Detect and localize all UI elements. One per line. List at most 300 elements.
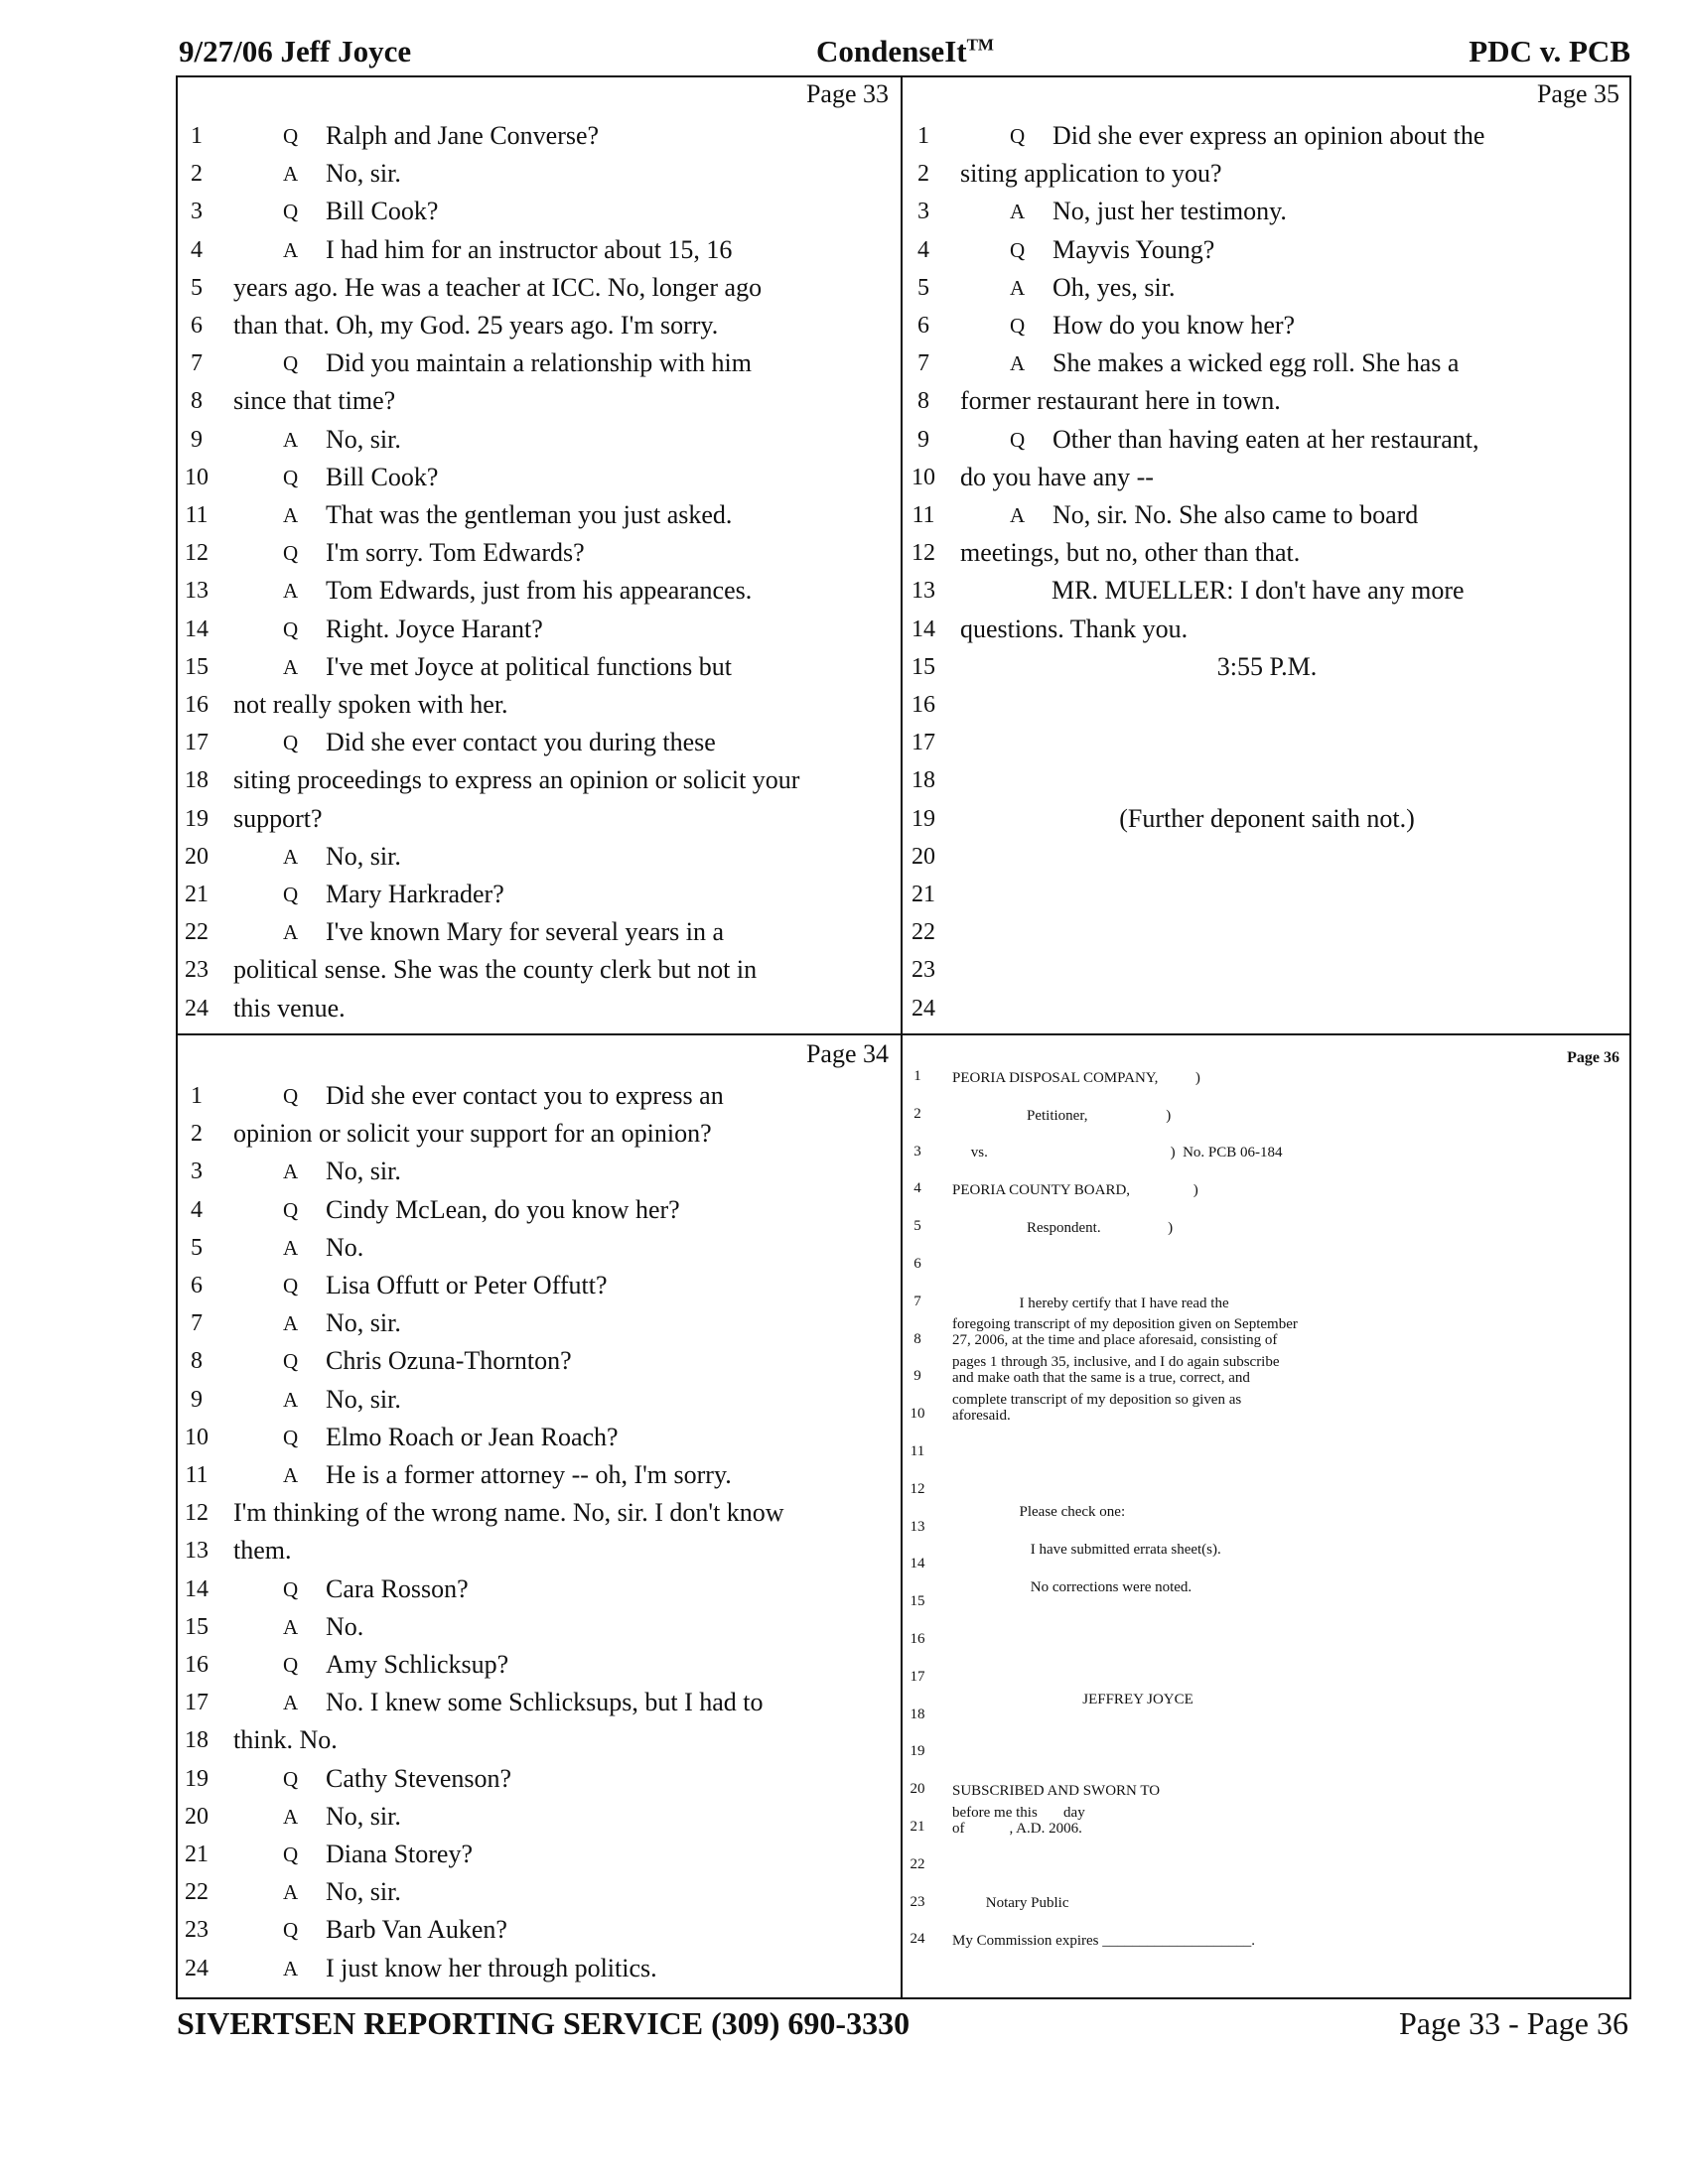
line-text: siting application to you? (960, 159, 1222, 189)
line-text: Right. Joyce Harant? (326, 614, 543, 643)
line-text: Amy Schlicksup? (326, 1650, 509, 1679)
transcript-line (176, 686, 901, 724)
line-number: 2 (191, 161, 203, 188)
line-number: 24 (185, 1955, 209, 1981)
line-number: 11 (910, 1443, 925, 1459)
line-number: 19 (912, 805, 935, 832)
line-text: opinion or solicit your support for an opinion? (233, 1119, 712, 1149)
line-text: before me this day of , A.D. 2006. (952, 1804, 1085, 1837)
transcript-line (176, 1304, 901, 1342)
line-text: How do you know her? (1052, 311, 1296, 340)
transcript-line (903, 155, 1631, 193)
line-number: 2 (917, 161, 929, 188)
line-number: 1 (191, 123, 203, 149)
line-text: Petitioner, ) (952, 1107, 1172, 1124)
line-number: 6 (917, 313, 929, 339)
question-marker: Q (283, 1766, 299, 1791)
line-number: 23 (910, 1893, 925, 1910)
transcript-line (176, 1684, 901, 1721)
line-text: Did she ever contact you to express an (326, 1081, 724, 1110)
line-text: No, sir. (326, 1801, 401, 1831)
transcript-line (903, 1921, 1631, 1959)
header-title-text: CondenseIt (816, 34, 967, 68)
transcript-line (176, 1229, 901, 1267)
transcript-line (903, 724, 1631, 761)
answer-marker: A (283, 1804, 299, 1829)
line-number: 16 (910, 1631, 925, 1647)
line-number: 7 (191, 1310, 203, 1337)
transcript-line (176, 572, 901, 610)
line-text: than that. Oh, my God. 25 years ago. I'm sorry. (233, 311, 719, 340)
line-number: 17 (912, 730, 935, 756)
transcript-line (176, 1267, 901, 1304)
transcript-line (903, 838, 1631, 876)
line-number: 9 (191, 1386, 203, 1413)
question-marker: Q (1010, 237, 1026, 262)
line-number: 7 (913, 1293, 921, 1309)
transcript-line (903, 800, 1631, 838)
transcript-line (176, 193, 901, 230)
line-number: 15 (910, 1593, 925, 1610)
answer-marker: A (283, 1880, 299, 1905)
line-text: Diana Storey? (326, 1840, 474, 1868)
question-marker: Q (283, 883, 299, 906)
transcript-line (176, 1532, 901, 1570)
line-number: 3 (917, 199, 929, 225)
line-number: 15 (185, 653, 209, 680)
line-number: 13 (185, 578, 209, 605)
line-number: 20 (185, 1803, 209, 1830)
line-text: Please check one: (1019, 1504, 1126, 1521)
line-text: Ralph and Jane Converse? (326, 121, 600, 150)
line-text: I'm thinking of the wrong name. No, sir. I don't know (233, 1498, 784, 1528)
line-text: I've known Mary for several years in a (326, 917, 725, 947)
line-text: JEFFREY JOYCE (1082, 1692, 1193, 1708)
transcript-line (176, 421, 901, 459)
line-number: 5 (917, 274, 929, 301)
transcript-line (176, 1342, 901, 1380)
transcript-line (903, 269, 1631, 307)
line-text: No, sir. (326, 1877, 401, 1907)
line-text: No corrections were noted. (1030, 1578, 1193, 1595)
line-number: 12 (910, 1480, 925, 1497)
transcript-line (176, 800, 901, 838)
line-number: 9 (913, 1368, 921, 1385)
question-marker: Q (283, 1349, 299, 1374)
header-title (816, 34, 994, 69)
line-text: foregoing transcript of my deposition given on September 27, 2006, at the time and place aforesaid, consisting of (952, 1316, 1298, 1349)
transcript-line (903, 1733, 1631, 1771)
transcript-line (176, 307, 901, 344)
header-deponent: 9/27/06 Jeff Joyce (179, 34, 412, 68)
transcript-line (903, 1096, 1631, 1134)
transcript-line (903, 534, 1631, 572)
page-35 (903, 75, 1631, 1033)
line-number: 13 (185, 1538, 209, 1565)
question-marker: Q (283, 1576, 299, 1601)
line-number: 17 (185, 730, 209, 756)
line-number: 17 (910, 1668, 925, 1685)
trademark-mark: TM (966, 35, 994, 55)
answer-marker: A (283, 1614, 299, 1639)
transcript-line (176, 1077, 901, 1115)
transcript-line (176, 1950, 901, 1987)
line-number: 8 (191, 1348, 203, 1375)
line-number: 11 (912, 502, 935, 528)
transcript-line (176, 1798, 901, 1836)
line-number: 21 (912, 882, 935, 907)
line-text: No. I knew some Schlicksups, but I had to (326, 1688, 764, 1717)
line-text: siting proceedings to express an opinion or solicit your (233, 765, 800, 795)
line-number: 16 (185, 692, 209, 718)
answer-marker: A (283, 237, 299, 262)
line-text: pages 1 through 35, inclusive, and I do again subscribe and make oath that the same is a true, correct, and (952, 1354, 1280, 1387)
line-number: 4 (191, 236, 203, 263)
line-number: 23 (912, 957, 935, 984)
transcript-line (176, 1153, 901, 1190)
line-number: 21 (185, 1842, 209, 1867)
line-number: 10 (910, 1406, 925, 1423)
line-text: Lisa Offutt or Peter Offutt? (326, 1271, 608, 1299)
transcript-line (176, 1911, 901, 1949)
transcript-line (903, 1804, 1631, 1846)
transcript-line (903, 761, 1631, 799)
question-marker: Q (1010, 124, 1026, 148)
line-number: 11 (185, 1462, 209, 1488)
line-text: questions. Thank you. (960, 614, 1189, 643)
transcript-line (176, 382, 901, 420)
line-text: MR. MUELLER: I don't have any more (1052, 576, 1465, 606)
line-number: 5 (191, 274, 203, 301)
answer-marker: A (283, 1956, 299, 1980)
line-text: No, sir. (326, 424, 401, 454)
answer-marker: A (283, 579, 299, 604)
line-number: 7 (917, 350, 929, 377)
answer-marker: A (283, 1311, 299, 1336)
line-number: 8 (917, 388, 929, 415)
transcript-line (176, 231, 901, 269)
transcript-line (176, 1760, 901, 1798)
line-number: 22 (912, 919, 935, 946)
line-number: 6 (191, 1273, 203, 1298)
transcript-line (903, 1771, 1631, 1809)
line-number: 13 (912, 578, 935, 605)
line-number: 1 (917, 123, 929, 149)
line-text: No, sir. (326, 841, 401, 871)
line-number: 4 (913, 1180, 921, 1197)
line-text: since that time? (233, 386, 396, 416)
line-number: 19 (910, 1743, 925, 1760)
answer-marker: A (283, 1463, 299, 1487)
answer-marker: A (283, 654, 299, 679)
line-number: 10 (185, 1424, 209, 1450)
line-text: Tom Edwards, just from his appearances. (326, 576, 753, 606)
line-number: 11 (185, 502, 209, 528)
question-marker: Q (283, 200, 299, 224)
line-number: 6 (191, 313, 203, 339)
line-number: 14 (910, 1556, 925, 1572)
line-text: complete transcript of my deposition so given as aforesaid. (952, 1391, 1242, 1424)
transcript-line (903, 611, 1631, 648)
line-number: 18 (910, 1706, 925, 1722)
line-text: I had him for an instructor about 15, 16 (326, 234, 733, 264)
transcript-line (176, 459, 901, 496)
line-number: 12 (185, 1500, 209, 1527)
question-marker: Q (283, 1274, 299, 1297)
line-text: Cara Rosson? (326, 1573, 469, 1603)
line-number: 6 (913, 1256, 921, 1272)
footer-reporter: SIVERTSEN REPORTING SERVICE (309) 690-3330 (177, 2005, 911, 2041)
line-text: Respondent. ) (952, 1219, 1174, 1236)
transcript-line (903, 117, 1631, 155)
line-number: 24 (912, 995, 935, 1022)
line-text: Mary Harkrader? (326, 880, 504, 908)
transcript-line (903, 421, 1631, 459)
line-text: I just know her through politics. (326, 1953, 657, 1982)
line-number: 3 (913, 1143, 921, 1160)
line-text: No, just her testimony. (1052, 197, 1287, 226)
line-text: Bill Cook? (326, 462, 439, 491)
answer-marker: A (283, 427, 299, 452)
line-text: Did she ever contact you during these (326, 728, 716, 757)
line-text: He is a former attorney -- oh, I'm sorry. (326, 1460, 732, 1489)
transcript-line (176, 1456, 901, 1494)
transcript-line (176, 1419, 901, 1456)
transcript-line (903, 1316, 1631, 1359)
transcript-line (903, 1170, 1631, 1208)
line-number: 15 (185, 1613, 209, 1640)
transcript-line (903, 1246, 1631, 1284)
page-number-label: Page 34 (805, 1039, 889, 1068)
transcript-line (176, 155, 901, 193)
transcript-line (903, 1846, 1631, 1884)
transcript-line (176, 344, 901, 382)
line-number: 8 (191, 388, 203, 415)
line-text: this venue. (233, 993, 346, 1023)
line-text: years ago. He was a teacher at ICC. No, longer ago (233, 272, 763, 302)
transcript-line (903, 1284, 1631, 1321)
line-text: vs. ) No. PCB 06-184 (952, 1145, 1283, 1161)
line-text: Barb Van Auken? (326, 1915, 507, 1945)
line-number: 16 (912, 692, 935, 718)
transcript-line (903, 1354, 1631, 1396)
line-number: 16 (185, 1652, 209, 1678)
transcript-line (176, 1570, 901, 1608)
line-text: not really spoken with her. (233, 690, 508, 719)
line-number: 12 (912, 540, 935, 567)
page-34 (176, 1035, 901, 1999)
transcript-line (176, 1381, 901, 1419)
line-number: 18 (185, 1727, 209, 1754)
transcript-line (903, 1578, 1631, 1621)
line-number: 19 (185, 805, 209, 832)
line-text: I have submitted errata sheet(s). (1030, 1542, 1221, 1559)
line-number: 24 (185, 995, 209, 1022)
transcript-line (176, 1115, 901, 1153)
transcript-line (903, 382, 1631, 420)
line-text: Oh, yes, sir. (1052, 272, 1176, 302)
answer-marker: A (283, 1691, 299, 1715)
transcript-line (176, 1836, 901, 1873)
footer-page-range: Page 33 - Page 36 (1398, 2005, 1628, 2041)
line-text: I hereby certify that I have read the (952, 1295, 1229, 1311)
transcript-line (176, 1191, 901, 1229)
line-number: 12 (185, 540, 209, 567)
line-number: 20 (912, 843, 935, 870)
answer-marker: A (283, 1160, 299, 1184)
line-number: 22 (185, 919, 209, 946)
line-text: Bill Cook? (326, 197, 439, 226)
line-text: (Further deponent saith not.) (1119, 803, 1415, 833)
line-number: 4 (191, 1196, 203, 1223)
line-text: do you have any -- (960, 462, 1154, 491)
page-number-label: Page 33 (805, 79, 889, 108)
line-number: 8 (913, 1330, 921, 1347)
transcript-line (903, 1504, 1631, 1547)
line-number: 7 (191, 350, 203, 377)
transcript-line (176, 496, 901, 534)
line-number: 19 (185, 1765, 209, 1792)
line-number: 9 (917, 426, 929, 453)
question-marker: Q (283, 541, 299, 566)
transcript-line (903, 1542, 1631, 1583)
question-marker: Q (283, 616, 299, 641)
transcript-line (903, 307, 1631, 344)
question-marker: Q (283, 1084, 299, 1108)
answer-marker: A (283, 1235, 299, 1260)
question-marker: Q (283, 465, 299, 489)
transcript-line (176, 117, 901, 155)
line-number: 23 (185, 1917, 209, 1944)
header-case: PDC v. PCB (1469, 34, 1630, 68)
line-text: I'm sorry. Tom Edwards? (326, 538, 585, 568)
line-number: 9 (191, 426, 203, 453)
transcript-line (176, 611, 901, 648)
line-text: PEORIA COUNTY BOARD, ) (952, 1182, 1198, 1199)
transcript-line (903, 193, 1631, 230)
line-text: No, sir. (326, 1157, 401, 1186)
line-text: SUBSCRIBED AND SWORN TO (952, 1782, 1161, 1799)
line-text: think. No. (233, 1725, 338, 1755)
transcript-line (176, 534, 901, 572)
question-marker: Q (283, 1197, 299, 1222)
line-text: My Commission expires ____________________. (952, 1933, 1256, 1950)
transcript-line (176, 1873, 901, 1911)
line-text: them. (233, 1536, 292, 1566)
transcript-line (903, 496, 1631, 534)
transcript-line (903, 572, 1631, 610)
transcript-line (176, 724, 901, 761)
transcript-line (176, 648, 901, 686)
transcript-line (903, 686, 1631, 724)
line-text: No, sir. (326, 159, 401, 189)
transcript-line (176, 1494, 901, 1532)
answer-marker: A (1010, 351, 1026, 376)
answer-marker: A (283, 844, 299, 869)
line-text: political sense. She was the county clerk but not in (233, 955, 758, 985)
line-number: 22 (185, 1879, 209, 1906)
line-number: 1 (913, 1068, 921, 1084)
line-text: Cindy McLean, do you know her? (326, 1194, 680, 1224)
answer-marker: A (283, 920, 299, 945)
transcript-line (903, 648, 1631, 686)
line-number: 20 (910, 1781, 925, 1798)
answer-marker: A (283, 503, 299, 527)
question-marker: Q (1010, 314, 1026, 338)
line-number: 14 (185, 1575, 209, 1602)
line-number: 18 (185, 767, 209, 794)
line-number: 3 (191, 199, 203, 225)
line-text: Did you maintain a relationship with him (326, 348, 752, 378)
question-marker: Q (283, 351, 299, 376)
line-number: 20 (185, 843, 209, 870)
answer-marker: A (1010, 200, 1026, 224)
transcript-line (903, 1134, 1631, 1171)
line-number: 17 (185, 1690, 209, 1716)
transcript-line (903, 344, 1631, 382)
line-number: 3 (191, 1159, 203, 1185)
line-number: 13 (910, 1518, 925, 1535)
transcript-line (903, 990, 1631, 1027)
transcript-line (903, 1621, 1631, 1659)
line-number: 15 (912, 653, 935, 680)
answer-marker: A (1010, 503, 1026, 527)
transcript-line (903, 951, 1631, 989)
question-marker: Q (283, 1653, 299, 1677)
line-text: Mayvis Young? (1052, 234, 1215, 264)
line-text: No, sir. (326, 1308, 401, 1338)
question-marker: Q (283, 731, 299, 755)
line-text: Notary Public (952, 1895, 1069, 1912)
line-number: 10 (185, 464, 209, 490)
line-number: 22 (910, 1855, 925, 1872)
transcript-line (903, 1433, 1631, 1471)
transcript-line (176, 990, 901, 1027)
page-33 (176, 75, 901, 1033)
question-marker: Q (283, 1425, 299, 1449)
line-text: 3:55 P.M. (1216, 651, 1318, 681)
transcript-line (903, 1692, 1631, 1734)
page-number-label: Page 35 (1536, 79, 1619, 108)
question-marker: Q (283, 1918, 299, 1943)
transcript-line (176, 1721, 901, 1759)
line-text: Cathy Stevenson? (326, 1763, 512, 1793)
question-marker: Q (1010, 427, 1026, 452)
line-text: She makes a wicked egg roll. She has a (1052, 348, 1460, 378)
line-text: Did she ever express an opinion about the (1052, 121, 1485, 150)
line-text: No. (326, 1611, 364, 1641)
line-number: 2 (913, 1105, 921, 1122)
transcript-line (176, 838, 901, 876)
line-text: PEORIA DISPOSAL COMPANY, ) (952, 1069, 1200, 1086)
line-text: No. (326, 1232, 364, 1262)
transcript-line (903, 1208, 1631, 1246)
transcript-line (903, 231, 1631, 269)
transcript-line (176, 913, 901, 951)
transcript-line (176, 951, 901, 989)
transcript-line (903, 876, 1631, 913)
transcript-line (903, 913, 1631, 951)
line-number: 5 (913, 1218, 921, 1235)
transcript-line (176, 1646, 901, 1684)
transcript-line (176, 269, 901, 307)
question-marker: Q (283, 1843, 299, 1866)
line-text: That was the gentleman you just asked. (326, 500, 733, 529)
transcript-line (903, 459, 1631, 496)
transcript-line (903, 1884, 1631, 1922)
line-number: 24 (910, 1931, 925, 1948)
question-marker: Q (283, 124, 299, 148)
